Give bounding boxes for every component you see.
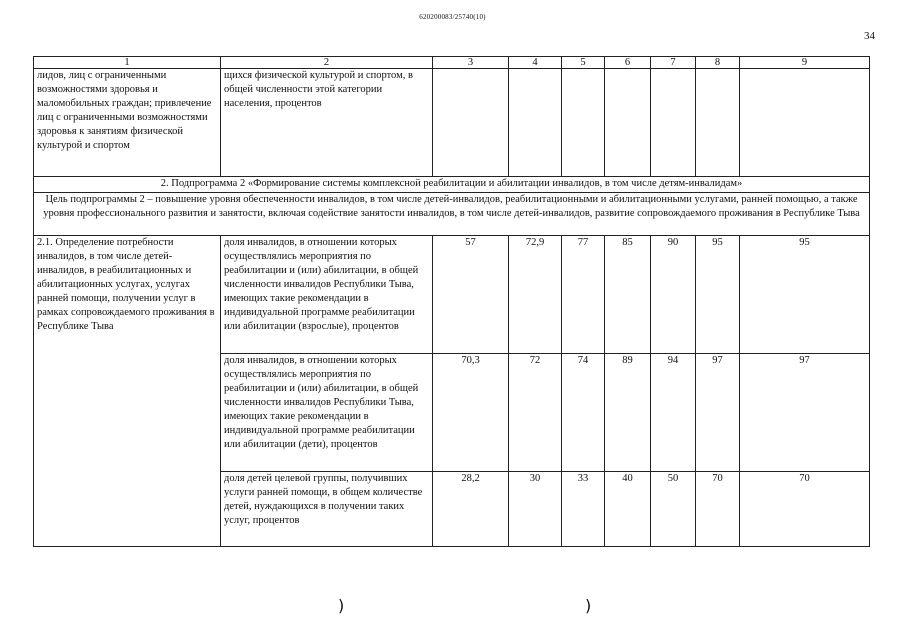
header-cell: 2 xyxy=(221,57,433,69)
table-row xyxy=(34,69,870,177)
header-cell: 9 xyxy=(740,57,870,69)
header-cell: 8 xyxy=(696,57,740,69)
continued-indicator-cell: щихся физической культурой и спортом, в общей численности этой категории населения, процентов xyxy=(221,69,433,177)
subprogram-goal-row xyxy=(34,193,870,236)
page-number: 34 xyxy=(864,30,875,42)
value-cell: 85 xyxy=(605,236,651,354)
indicator-name: доля инвалидов, в отношении которых осуществлялись мероприятия по реабилитации и (или) абилитации, в общей численности инвалидов Республики Тыва, имеющих такие рекомендации в индивидуальной программе реабилитации или абилитации (дети), процентов xyxy=(221,354,433,472)
indicator-name: доля детей целевой группы, получивших услуги ранней помощи, в общем количестве детей, нуждающихся в получении таких услуг, процентов xyxy=(221,472,433,547)
task-cell: 2.1. Определение потребности инвалидов, в том числе детей-инвалидов, в реабилитационных и абилитационных услугах, услугах ранней помощи, получении услуг в рамках сопровождаемого проживания в Республике Тыва xyxy=(34,236,221,547)
indicators-table xyxy=(33,56,870,547)
value-cell: 28,2 xyxy=(433,472,509,547)
header-row xyxy=(34,57,870,69)
value-cell: 72,9 xyxy=(509,236,562,354)
value-cell: 97 xyxy=(740,354,870,472)
empty-cell xyxy=(509,69,562,177)
table-row xyxy=(34,236,870,354)
value-cell: 89 xyxy=(605,354,651,472)
value-cell: 30 xyxy=(509,472,562,547)
scan-mark: ) xyxy=(338,596,345,615)
subprogram-goal: Цель подпрограммы 2 – повышение уровня обеспеченности инвалидов, в том числе детей-инвалидов, реабилитационными и абилитационными услугами, ранней помощью, а также уровня профессионального развития и занятости, включая содействие занятости инвалидов, в том числе детей-инвалидов, развитие сопровождаемого проживания в Республике Тыва xyxy=(34,193,870,236)
subprogram-title: 2. Подпрограмма 2 «Формирование системы комплексной реабилитации и абилитации инвалидов, в том числе детям-инвалидам» xyxy=(34,177,870,193)
value-cell: 70 xyxy=(740,472,870,547)
header-cell: 7 xyxy=(651,57,696,69)
empty-cell xyxy=(651,69,696,177)
value-cell: 97 xyxy=(696,354,740,472)
document-id: 620200083/25740(10) xyxy=(419,13,486,21)
value-cell: 57 xyxy=(433,236,509,354)
header-cell: 4 xyxy=(509,57,562,69)
value-cell: 95 xyxy=(740,236,870,354)
empty-cell xyxy=(433,69,509,177)
subprogram-title-row xyxy=(34,177,870,193)
value-cell: 72 xyxy=(509,354,562,472)
continued-task-cell: лидов, лиц с ограниченными возможностями здоровья и маломобильных граждан; привлечение лиц с ограниченными возможностями здоровья к занятиям физической культурой и спортом xyxy=(34,69,221,177)
empty-cell xyxy=(562,69,605,177)
value-cell: 95 xyxy=(696,236,740,354)
value-cell: 90 xyxy=(651,236,696,354)
header-cell: 6 xyxy=(605,57,651,69)
header-cell: 1 xyxy=(34,57,221,69)
header-cell: 5 xyxy=(562,57,605,69)
value-cell: 70 xyxy=(696,472,740,547)
value-cell: 33 xyxy=(562,472,605,547)
value-cell: 77 xyxy=(562,236,605,354)
header-cell: 3 xyxy=(433,57,509,69)
value-cell: 70,3 xyxy=(433,354,509,472)
empty-cell xyxy=(740,69,870,177)
indicator-name: доля инвалидов, в отношении которых осуществлялись мероприятия по реабилитации и (или) абилитации, в общей численности инвалидов Республики Тыва, имеющих такие рекомендации в индивидуальной программе реабилитации или абилитации (взрослые), процентов xyxy=(221,236,433,354)
empty-cell xyxy=(696,69,740,177)
value-cell: 40 xyxy=(605,472,651,547)
scan-mark: ) xyxy=(585,596,592,615)
value-cell: 94 xyxy=(651,354,696,472)
value-cell: 74 xyxy=(562,354,605,472)
value-cell: 50 xyxy=(651,472,696,547)
empty-cell xyxy=(605,69,651,177)
